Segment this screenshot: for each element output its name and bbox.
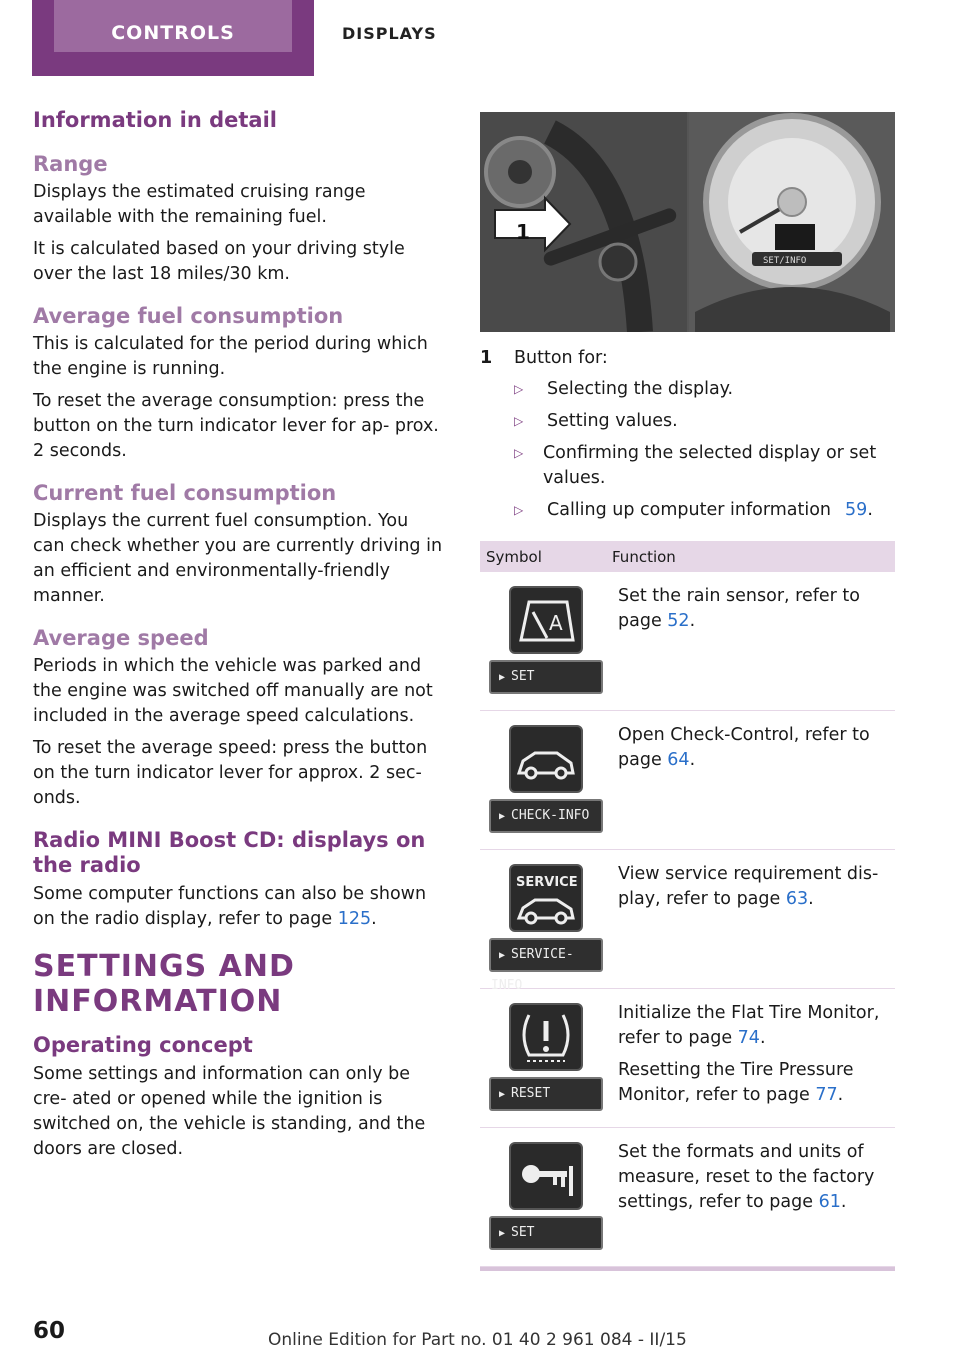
table-row <box>480 572 895 711</box>
legend <box>480 346 895 523</box>
button-label: RESET <box>511 1086 551 1101</box>
play-icon: ▶ <box>499 1089 506 1100</box>
page-link-74[interactable]: 74 <box>737 1028 760 1048</box>
function-end: . <box>840 1192 847 1212</box>
operating-p1: Some settings and information can only be cre‐ ated or opened while the ignition is switched on, the vehicle is standing, and the doors are closed. <box>33 1064 426 1159</box>
list-item <box>514 441 895 491</box>
button-label: CHECK-INFO <box>511 808 590 823</box>
section-tab <box>32 0 314 76</box>
check-info-button <box>489 799 603 833</box>
legend-number: 1 <box>480 348 493 368</box>
bullet-text: Calling up computer information <box>547 500 832 520</box>
function-end: . <box>808 889 814 909</box>
function-cell <box>606 1128 895 1267</box>
button-label: SET <box>511 1225 535 1240</box>
symbol-cell <box>480 850 606 993</box>
list-item <box>514 498 895 523</box>
service-car-icon <box>509 864 583 932</box>
symbol-cell <box>480 572 606 711</box>
column-header-function: Function <box>606 541 895 572</box>
bullet-end: . <box>867 500 873 520</box>
function-text: Set the formats and units of measure, reset to the factory settings, refer to page <box>618 1142 875 1212</box>
table-bottom-rule <box>480 1267 895 1271</box>
table-row <box>480 850 895 989</box>
avg-speed-heading: Average speed <box>33 626 209 650</box>
function-end: . <box>759 1028 766 1048</box>
function-end: . <box>689 611 696 631</box>
legend-label: Button for: <box>514 348 608 368</box>
left-column <box>33 108 445 1179</box>
page-number: 60 <box>33 1318 66 1344</box>
settings-heading: SETTINGS AND INFORMATION <box>33 949 295 1019</box>
callout-1: 1 <box>516 220 530 244</box>
cur-fuel-p1: Displays the current fuel consumption. You can check whether you are currently driving in an efficient and environmentally-friendly manner. <box>33 511 443 606</box>
radio-section <box>33 828 445 932</box>
symbol-cell <box>480 711 606 850</box>
function-end-2: . <box>837 1085 844 1105</box>
play-icon: ▶ <box>499 811 506 822</box>
bullet-text: Confirming the selected display or set values. <box>542 443 877 488</box>
legend-bullets <box>514 377 895 523</box>
radio-p1 <box>33 882 445 932</box>
service-info-button <box>489 938 603 993</box>
function-text-2: Resetting the Tire Pressure Monitor, refer to page <box>618 1060 854 1105</box>
bullet-text: Setting values. <box>547 411 678 431</box>
service-icon-text: SERVICE <box>516 875 578 890</box>
table-row <box>480 1128 895 1267</box>
page-link-64[interactable]: 64 <box>667 750 690 770</box>
right-column <box>480 112 895 1271</box>
radio-heading: Radio MINI Boost CD: displays on the radio <box>33 828 426 877</box>
cur-fuel-heading: Current fuel consumption <box>33 481 337 505</box>
dashboard-photo <box>480 112 895 332</box>
operating-heading: Operating concept <box>33 1033 253 1057</box>
settings-key-icon <box>509 1142 583 1210</box>
function-text: Set the rain sensor, refer to page <box>618 586 860 631</box>
function-cell <box>606 989 895 1128</box>
dashboard-illustration <box>480 112 895 332</box>
range-p2: It is calculated based on your driving style over the last 18 miles/30 km. <box>33 239 405 284</box>
avg-speed-section <box>33 626 445 811</box>
set-info-label: SET/INFO <box>763 256 807 266</box>
range-p1: Displays the estimated cruising range available with the remaining fuel. <box>33 182 366 227</box>
button-label: SERVICE-INFO <box>491 947 574 993</box>
set-button <box>489 1216 603 1250</box>
wiper-icon <box>509 586 583 654</box>
list-item <box>514 409 895 434</box>
function-text: View service requirement dis‐ play, refer to page <box>618 864 879 909</box>
triangle-bullet-icon: ▷ <box>514 382 524 396</box>
reset-button <box>489 1077 603 1111</box>
cur-fuel-section <box>33 481 445 609</box>
range-section <box>33 152 445 287</box>
page-link-52[interactable]: 52 <box>667 611 690 631</box>
operating-section <box>33 1033 445 1162</box>
page-link-61[interactable]: 61 <box>818 1192 841 1212</box>
avg-speed-p2: To reset the average speed: press the button on the turn indicator lever for approx. 2 sec‐ onds. <box>33 738 428 808</box>
function-text: Open Check-Control, refer to page <box>618 725 870 770</box>
triangle-bullet-icon: ▷ <box>514 446 524 460</box>
svg-text:A: A <box>549 611 563 635</box>
page-link-77[interactable]: 77 <box>815 1085 838 1105</box>
car-icon <box>509 725 583 793</box>
avg-fuel-heading: Average fuel consumption <box>33 304 344 328</box>
avg-fuel-p1: This is calculated for the period during which the engine is running. <box>33 334 428 379</box>
function-cell <box>606 572 895 711</box>
play-icon: ▶ <box>499 950 506 961</box>
function-text: Initialize the Flat Tire Monitor, refer to page <box>618 1003 880 1048</box>
avg-fuel-section <box>33 304 445 464</box>
button-label: SET <box>511 669 535 684</box>
function-cell <box>606 711 895 850</box>
bullet-text: Selecting the display. <box>547 379 734 399</box>
tire-warning-icon <box>509 1003 583 1071</box>
subsection-label: DISPLAYS <box>342 24 437 43</box>
section-tab-label: CONTROLS <box>54 0 292 52</box>
symbol-function-table <box>480 541 895 1267</box>
radio-p1-text: Some computer functions can also be shown on the radio display, refer to page <box>33 884 427 929</box>
legend-item-1 <box>480 346 895 371</box>
avg-speed-p1: Periods in which the vehicle was parked and the engine was switched off manually are not included in the average speed calculations. <box>33 656 433 726</box>
avg-fuel-p2: To reset the average consumption: press the button on the turn indicator lever for ap‐ prox. 2 seconds. <box>33 391 439 461</box>
page-link-125[interactable]: 125 <box>337 909 372 929</box>
table-row <box>480 711 895 850</box>
function-cell <box>606 850 895 989</box>
play-icon: ▶ <box>499 672 506 683</box>
radio-p1-end: . <box>371 909 377 929</box>
symbol-cell <box>480 989 606 1128</box>
triangle-bullet-icon: ▷ <box>514 414 524 428</box>
column-header-symbol: Symbol <box>480 541 606 572</box>
table-row <box>480 989 895 1128</box>
play-icon: ▶ <box>499 1228 506 1239</box>
function-end: . <box>689 750 696 770</box>
range-heading: Range <box>33 152 108 176</box>
page-link-59[interactable]: 59 <box>845 500 868 520</box>
triangle-bullet-icon: ▷ <box>514 503 524 517</box>
edition-footer: Online Edition for Part no. 01 40 2 961 084 - II/15 <box>268 1330 687 1350</box>
page-link-63[interactable]: 63 <box>785 889 809 909</box>
set-button <box>489 660 603 694</box>
info-heading: Information in detail <box>33 108 278 132</box>
symbol-cell <box>480 1128 606 1267</box>
list-item <box>514 377 895 402</box>
